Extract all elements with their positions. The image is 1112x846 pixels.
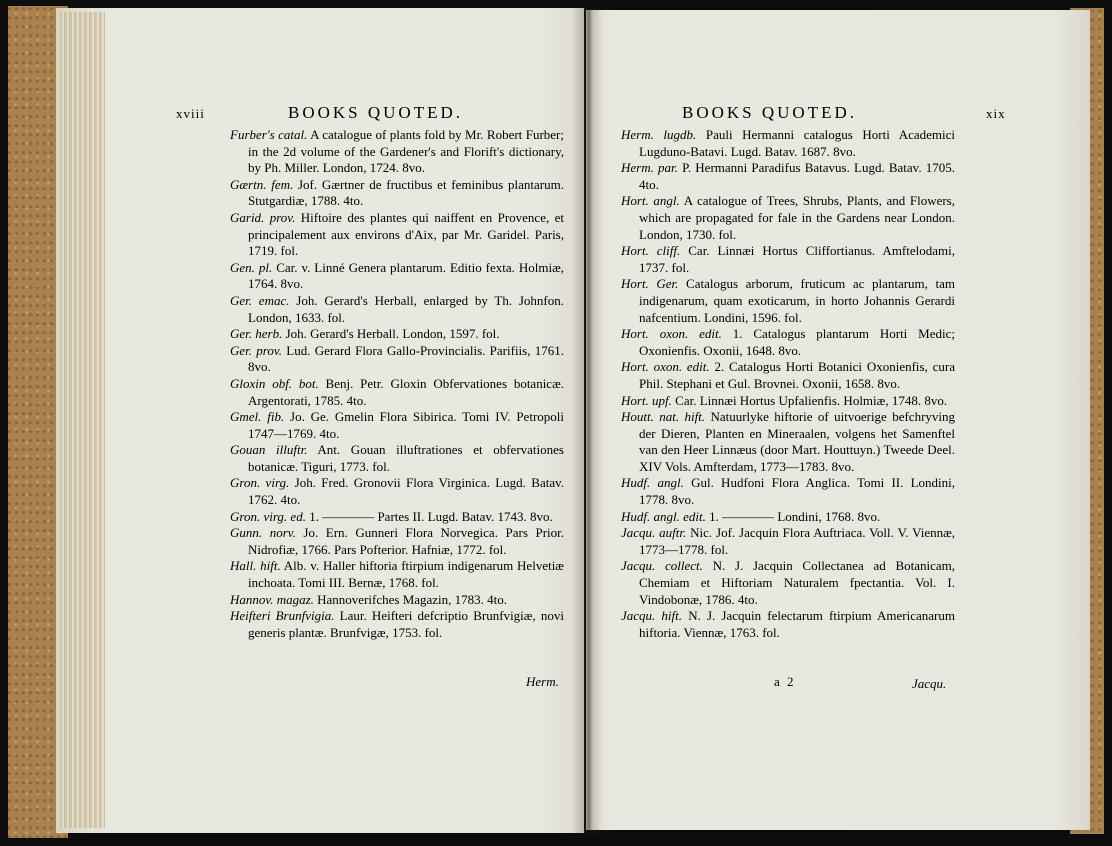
entry-citation: Joh. Fred. Gronovii Flora Virginica. Lugd. Batav. 1762. 4to. <box>248 475 564 508</box>
entry-abbreviation: Hudf. angl. edit. <box>621 508 706 524</box>
bibliography-entry <box>230 260 564 293</box>
bibliography-entry <box>621 127 955 160</box>
entry-citation: Car. Linnæi Hortus Upfalienfis. Holmiæ, 1748. 8vo. <box>675 392 948 408</box>
entry-citation: Jo. Ge. Gmelin Flora Sibirica. Tomi IV. Petropoli 1747—1769. 4to. <box>248 409 564 441</box>
entry-abbreviation: Gen. pl. <box>230 259 273 275</box>
bibliography-entry <box>230 343 564 376</box>
bibliography-entry <box>230 525 564 558</box>
entry-abbreviation: Hort. upf. <box>621 392 672 408</box>
entry-citation: Hannoverifches Magazin, 1783. 4to. <box>317 591 508 607</box>
entry-citation: Catalogus arborum, fruticum ac plantarum, tam indigenarum, quam exoticarum, in horto Johannis Gerardi nafcentium. Londini, 1596. fol. <box>639 276 956 325</box>
page-edges <box>60 12 105 828</box>
bibliography-entry <box>621 160 955 193</box>
entry-citation: A catalogue of Trees, Shrubs, Plants, and Flowers, which are propagated for fale in the Gardens near London. London, 1730. fol. <box>639 193 955 242</box>
entry-citation: N. J. Jacquin Collectanea ad Botanicam, Chemiam et Hiftoriam Naturalem fpectantia. Vol. I. Vindobonæ, 1786. 4to. <box>639 558 956 607</box>
entry-citation: Gul. Hudfoni Flora Anglica. Tomi II. Londini, 1778. 8vo. <box>639 475 955 508</box>
right-catchword: Jacqu. <box>912 676 947 691</box>
entry-abbreviation: Heifteri Brunfvigia. <box>230 608 335 624</box>
entry-abbreviation: Jacqu. hift. <box>621 608 683 624</box>
bibliography-entry <box>230 608 564 641</box>
entry-citation: Lud. Gerard Flora Gallo-Provincialis. Parifiis, 1761. 8vo. <box>248 342 565 375</box>
entry-abbreviation: Hort. Ger. <box>621 276 679 292</box>
entry-citation: Ant. Gouan illuftrationes et obfervationes botanicæ. Tiguri, 1773. fol. <box>248 442 564 474</box>
bibliography-entry <box>621 193 955 243</box>
bibliography-entry <box>621 558 955 608</box>
bibliography-entry <box>230 558 564 591</box>
bibliography-entry <box>230 509 564 526</box>
entry-citation: Laur. Heifteri defcriptio Brunfvigiæ, novi generis plantæ. Brunfvigæ, 1753. fol. <box>248 608 565 640</box>
entry-citation: Car. Linnæi Hortus Cliffortianus. Amftelodami, 1737. fol. <box>639 243 956 275</box>
left-catchword: Herm. <box>526 674 559 689</box>
entry-abbreviation: Gunn. norv. <box>230 525 296 541</box>
bibliography-entry <box>621 525 955 558</box>
entry-citation: 1. ———— Partes II. Lugd. Batav. 1743. 8vo. <box>309 508 553 524</box>
bibliography-entry <box>230 326 564 343</box>
entry-abbreviation: Gloxin obf. bot. <box>230 375 319 391</box>
bibliography-entry <box>230 409 564 442</box>
entry-abbreviation: Ger. herb. <box>230 326 283 342</box>
entry-abbreviation: Hort. oxon. edit. <box>621 326 722 342</box>
bibliography-entry <box>621 608 955 641</box>
entry-abbreviation: Ger. prov. <box>230 342 282 358</box>
entry-abbreviation: Garid. prov. <box>230 209 296 225</box>
entry-abbreviation: Hort. angl. <box>621 193 680 209</box>
entry-citation: 2. Catalogus Horti Botanici Oxonienfis, cura Phil. Stephani et Gul. Brovnei. Oxonii, 1658. 8vo. <box>639 359 956 391</box>
entry-abbreviation: Jacqu. auftr. <box>621 525 687 541</box>
entry-abbreviation: Hall. hift. <box>230 558 281 574</box>
bibliography-entry <box>621 409 955 475</box>
bibliography-entry <box>621 326 955 359</box>
entry-citation: Car. v. Linné Genera plantarum. Editio fexta. Holmiæ, 1764. 8vo. <box>248 259 565 292</box>
left-running-head: BOOKS QUOTED. <box>288 103 463 122</box>
entry-abbreviation: Herm. par. <box>621 160 678 176</box>
entry-abbreviation: Gærtn. fem. <box>230 176 294 192</box>
right-running-head: BOOKS QUOTED. <box>682 103 857 122</box>
bibliography-entry <box>230 592 564 609</box>
bibliography-entry <box>621 359 955 392</box>
entry-citation: 1. Catalogus plantarum Horti Medic; Oxonienfis. Oxonii, 1648. 8vo. <box>639 326 956 358</box>
right-page-number: xix <box>986 106 1006 121</box>
entry-abbreviation: Hort. oxon. edit. <box>621 359 710 375</box>
entry-abbreviation: Gouan illuftr. <box>230 442 308 458</box>
bibliography-entry <box>230 475 564 508</box>
bibliography-entry <box>230 177 564 210</box>
entry-citation: Hiftoire des plantes qui naiffent en Provence, et principalement aux environs d'Aix, par Mr. Garidel. Paris, 1719. fol. <box>248 209 565 259</box>
entry-citation: Benj. Petr. Gloxin Obfervationes botanicæ. Argentorati, 1785. 4to. <box>248 375 564 408</box>
entry-citation: Jo. Ern. Gunneri Flora Norvegica. Pars Prior. Nidrofiæ, 1766. Pars Pofterior. Hafniæ, 1772. fol. <box>248 525 564 557</box>
bibliography-entry <box>230 442 564 475</box>
bibliography-entry <box>230 210 564 260</box>
entry-abbreviation: Houtt. nat. hift. <box>621 409 706 425</box>
bibliography-entry <box>621 393 955 410</box>
entry-citation: Alb. v. Haller hiftoria ftirpium indigenarum Helvetiæ inchoata. Tomi III. Bernæ, 1768. fol. <box>248 558 564 591</box>
entry-abbreviation: Hort. cliff. <box>621 243 681 259</box>
bibliography-entry <box>230 293 564 326</box>
entry-abbreviation: Herm. lugdb. <box>621 127 697 142</box>
entry-abbreviation: Hannov. magaz. <box>230 591 314 607</box>
book-gutter <box>572 8 602 834</box>
entry-abbreviation: Gron. virg. ed. <box>230 508 306 524</box>
bibliography-entry <box>621 509 955 526</box>
left-entries <box>230 127 564 641</box>
entry-citation: Pauli Hermanni catalogus Horti Academici Lugduno-Batavi. Lugd. Batav. 1687. 8vo. <box>639 127 956 159</box>
entry-abbreviation: Ger. emac. <box>230 292 290 308</box>
entry-citation: 1. ———— Londini, 1768. 8vo. <box>709 508 881 524</box>
right-entries <box>621 127 955 641</box>
entry-citation: P. Hermanni Paradifus Batavus. Lugd. Batav. 1705. 4to. <box>639 160 956 192</box>
entry-abbreviation: Furber's catal. <box>230 127 308 142</box>
entry-citation: A catalogue of plants fold by Mr. Robert Furber; in the 2d volume of the Gardener's and Florift's dictionary, by Ph. Miller. London, 1724. 8vo. <box>248 127 564 176</box>
bibliography-entry <box>621 475 955 508</box>
bibliography-entry <box>621 243 955 276</box>
bibliography-entry <box>230 376 564 409</box>
entry-citation: Natuurlyke hiftorie of uitvoerige befchryving der Dieren, Planten en Mineraalen, volgens het Samenftel van den Heer Linnæus (door Mart. Houttuyn.) Tweede Deel. XIV Vols. Amfterdam, 1773—1783. 8vo. <box>639 409 956 474</box>
entry-citation: Joh. Gerard's Herball. London, 1597. fol. <box>285 326 500 342</box>
entry-citation: Nic. Jof. Jacquin Flora Auftriaca. Voll. V. Viennæ, 1773—1778. fol. <box>639 525 956 557</box>
bibliography-entry <box>230 127 564 177</box>
left-page-number: xviii <box>176 106 205 121</box>
entry-citation: Joh. Gerard's Herball, enlarged by Th. Johnfon. London, 1633. fol. <box>248 292 565 325</box>
signature-mark: a 2 <box>774 674 796 689</box>
entry-citation: N. J. Jacquin felectarum ftirpium Americanarum hiftoria. Viennæ, 1763. fol. <box>639 608 955 640</box>
bibliography-entry <box>621 276 955 326</box>
entry-abbreviation: Gron. virg. <box>230 475 290 491</box>
entry-abbreviation: Gmel. fib. <box>230 409 285 425</box>
entry-abbreviation: Hudf. angl. <box>621 475 684 491</box>
entry-abbreviation: Jacqu. collect. <box>621 558 703 574</box>
entry-citation: Jof. Gærtner de fructibus et feminibus plantarum. Stutgardiæ, 1788. 4to. <box>248 176 565 209</box>
